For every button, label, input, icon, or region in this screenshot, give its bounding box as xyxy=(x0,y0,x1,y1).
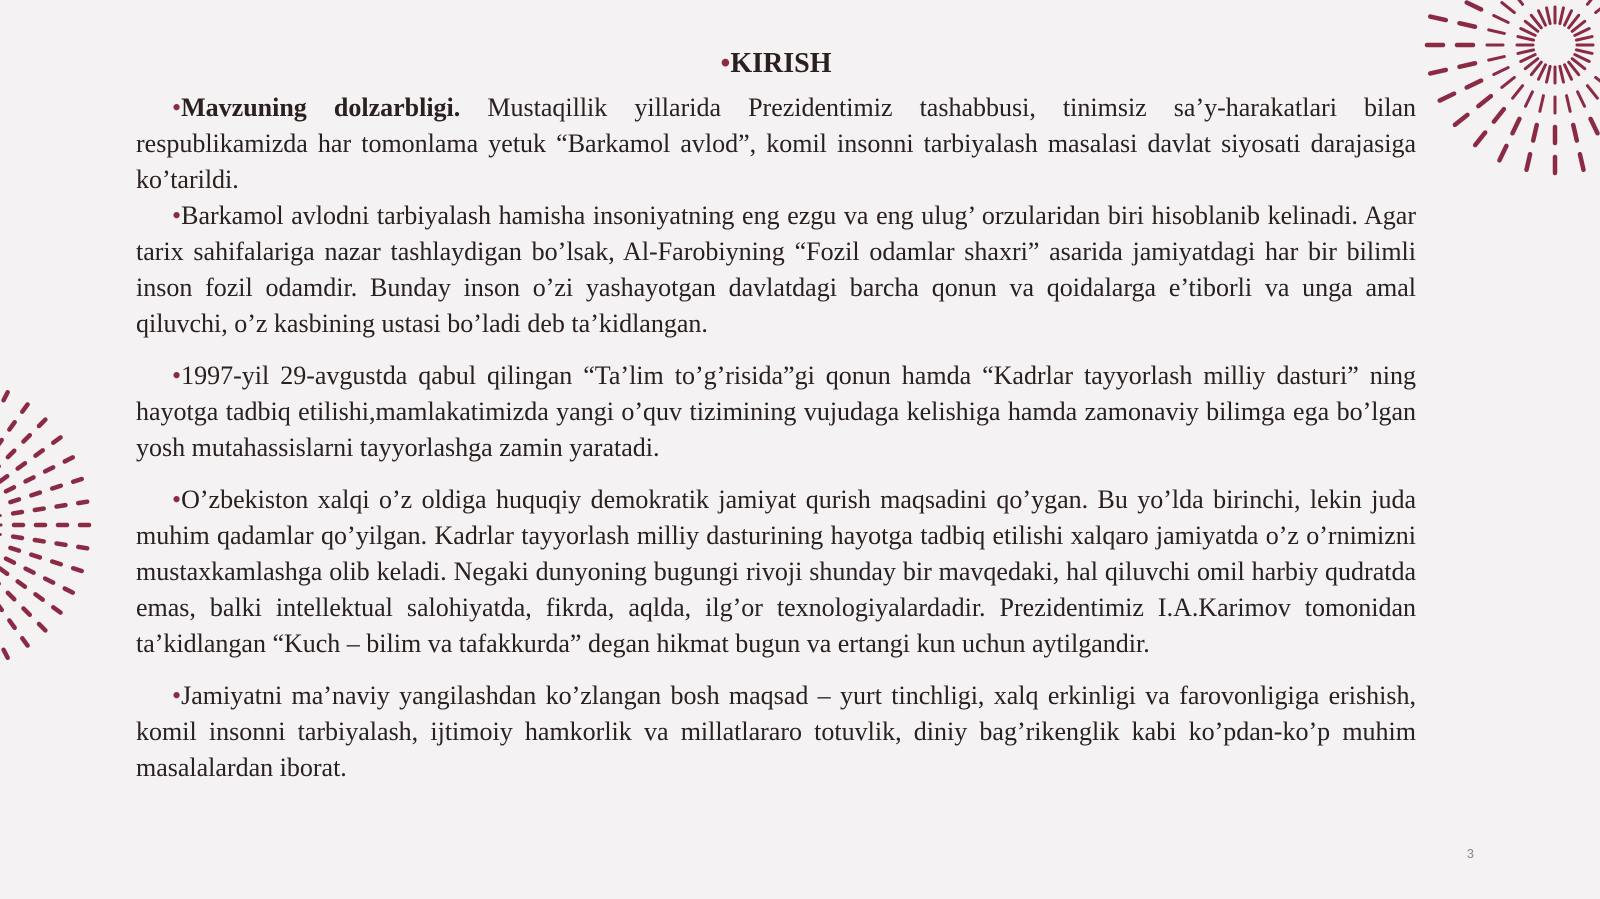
sunburst-dash xyxy=(1440,94,1454,101)
sunburst-dash xyxy=(65,589,73,593)
sunburst-dash xyxy=(1494,109,1504,122)
bullet-icon: • xyxy=(720,48,731,79)
sunburst-dash xyxy=(1587,0,1597,4)
sunburst-dash xyxy=(4,392,8,400)
sunburst-dash xyxy=(4,650,8,658)
sunburst-dash xyxy=(0,440,2,447)
paragraph-relevance xyxy=(136,90,1416,198)
sunburst-dash xyxy=(39,420,45,426)
sunburst-dash xyxy=(1494,68,1508,75)
sunburst-dash xyxy=(1587,86,1597,99)
sunburst-dash xyxy=(1596,3,1600,13)
sunburst-dash xyxy=(1430,70,1446,74)
bullet-icon: • xyxy=(172,681,182,710)
sunburst-dash xyxy=(1547,66,1551,82)
sunburst-dash xyxy=(65,457,73,461)
slide-title xyxy=(136,44,1416,84)
bullet-icon: • xyxy=(172,485,182,514)
sunburst-dash xyxy=(1576,37,1592,41)
sunburst-dash xyxy=(1575,29,1589,36)
sunburst-dash xyxy=(35,509,44,510)
paragraph-text: Barkamol avlodni tarbiyalash hamisha insoniyatning eng ezgu va eng ulug’ orzularidan biri hisoblanib kelinadi. Agar tarix sahifalariga nazar tashlaydigan bo’lsak, Al-Farobiyning “Fozil odamlar shaxri” asarida jamiyatdagi har bir bilimli inson fozil odamdir. Bunday inson o’zi yashayotgan davlatdagi barcha qonun va qoidalarga e’tiborli va unga amal qiluvchi, o’z kasbining ustasi bo’ladi deb ta’kidlangan. xyxy=(136,201,1416,338)
sunburst-dash xyxy=(1560,66,1564,82)
sunburst-dash xyxy=(1502,3,1515,13)
sunburst-dash xyxy=(1518,50,1534,54)
sunburst-dash xyxy=(1499,146,1506,160)
slide-content xyxy=(136,44,1416,786)
sunburst-dash xyxy=(1512,119,1519,133)
sunburst-dash xyxy=(23,608,29,614)
sunburst-dash xyxy=(13,512,22,513)
page-number: 3 xyxy=(1466,846,1474,861)
sunburst-dash xyxy=(1502,77,1515,87)
sunburst-dash xyxy=(1578,92,1585,106)
bullet-icon: • xyxy=(172,361,182,390)
sunburst-dash xyxy=(73,568,82,571)
sunburst-dash xyxy=(1467,81,1481,88)
sunburst-dash xyxy=(1527,154,1531,170)
sunburst-dash xyxy=(1521,29,1535,36)
sunburst-dash xyxy=(1489,30,1505,34)
sunburst-dash xyxy=(9,620,14,627)
paragraph-text: O’zbekiston xalqi o’z oldiga huquqiy demokratik jamiyat qurish maqsadini qo’ygan. Bu yo’lda birinchi, lekin juda muhim qadamlar qo’yilgan. Kadrlar tayyorlash milliy dasturining hayotga tadbiq etilishi xalqaro jamiyatda o’z o’rnimizni mustaxkamlashga olib keladi. Negaki dunyoning bugungi rivoji shunday bir mavqedaki, hal qiluvchi omil harbiy qudratda emas, balki intellektual salohiyatda, fikrda, aqlda, ilg’or texnologiyalardadir. Prezidentimiz I.A.Karimov tomonidan ta’kidlangan “Kuch – bilim va tafakkurda” degan hikmat bugun va ertangi kun uchun aytilgandir. xyxy=(136,485,1416,658)
sunburst-dash xyxy=(1565,11,1572,25)
paragraph-text: Jamiyatni ma’naviy yangilashdan ko’zlangan bosh maqsad – yurt tinchligi, xalq erkinligi va farovonligiga erishish, komil insonni tarbiyalash, ijtimoiy hamkorlik va millatlararo totuvlik, diniy bag’rikenglik kabi ko’pdan-ko’p muhim masalalardan iborat. xyxy=(136,681,1416,782)
sunburst-dash xyxy=(1513,86,1523,99)
bullet-icon: • xyxy=(172,93,182,122)
sunburst-dash xyxy=(23,435,29,441)
sunburst-dash xyxy=(53,437,60,442)
sunburst-dash xyxy=(1539,65,1546,79)
sunburst-dash xyxy=(31,555,40,558)
paragraph-text: 1997-yil 29-avgustda qabul qilingan “Ta’lim to’g’risida”gi qonun hamda “Kadrlar tayyorlash milliy dasturi” ning hayotga tadbiq etilishi,mamlakatimizda yangi o’quv tizimining vujudaga kelishiga hamda zamonaviy bilimga ega bo’lgan yosh mutahassislarni tayyorlashga zamin yaratadi. xyxy=(136,361,1416,462)
sunburst-dash xyxy=(1565,65,1572,79)
sunburst-decoration-left xyxy=(0,360,120,690)
sunburst-dash xyxy=(0,603,2,610)
sunburst-dash xyxy=(1475,133,1485,146)
sunburst-dash xyxy=(1560,8,1564,24)
sunburst-dash xyxy=(1573,125,1577,141)
bullet-icon: • xyxy=(172,201,182,230)
sunburst-dash xyxy=(22,638,27,645)
paragraph-lead: Mavzuning dolzarbligi. xyxy=(181,93,461,122)
sunburst-dash xyxy=(35,450,42,455)
sunburst-dash xyxy=(52,486,61,489)
sunburst-dash xyxy=(78,502,87,503)
sunburst-dash xyxy=(1533,125,1537,141)
sunburst-dash xyxy=(13,537,22,538)
sunburst-dash xyxy=(1430,17,1446,21)
sunburst-dash xyxy=(6,487,14,491)
sunburst-dash xyxy=(35,540,44,541)
sunburst-dash xyxy=(22,404,27,411)
sunburst-dash xyxy=(57,543,66,544)
sunburst-dash xyxy=(6,559,14,563)
sunburst-dash xyxy=(10,499,19,502)
sunburst-dash xyxy=(1455,115,1468,125)
sunburst-dash xyxy=(1567,96,1571,112)
paragraph-barkamol xyxy=(136,198,1416,342)
sunburst-dash xyxy=(1539,11,1546,25)
sunburst-dash xyxy=(1575,55,1589,62)
sunburst-dash xyxy=(1489,57,1505,61)
sunburst-dash xyxy=(1540,96,1544,112)
sunburst-dash xyxy=(57,505,66,506)
sunburst-dash xyxy=(53,607,60,612)
sunburst-dash xyxy=(18,463,25,468)
sunburst-dash xyxy=(1513,0,1523,4)
sunburst-dash xyxy=(35,594,42,599)
sunburst-dash xyxy=(78,547,87,548)
sunburst-dash xyxy=(52,561,61,564)
sunburst-dash xyxy=(26,477,34,481)
paragraph-law-1997 xyxy=(136,358,1416,466)
title-text: KIRISH xyxy=(730,48,832,79)
sunburst-dash xyxy=(45,579,53,583)
sunburst-dash xyxy=(1596,77,1600,87)
sunburst-dash xyxy=(26,569,34,573)
sunburst-dash xyxy=(0,568,7,573)
sunburst-dash xyxy=(39,624,45,630)
sunburst-dash xyxy=(1467,2,1481,9)
sunburst-dash xyxy=(73,479,82,482)
sunburst-dash xyxy=(0,476,7,481)
sunburst-dash xyxy=(1591,119,1598,133)
sunburst-dash xyxy=(45,467,53,471)
sunburst-dash xyxy=(8,593,14,599)
sunburst-dash xyxy=(1459,23,1475,27)
sunburst-dash xyxy=(1478,96,1491,106)
sunburst-dash xyxy=(1576,50,1592,54)
sunburst-dash xyxy=(31,493,40,496)
sunburst-dash xyxy=(9,422,14,429)
paragraph-uzbekistan xyxy=(136,482,1416,662)
sunburst-dash xyxy=(1547,8,1551,24)
sunburst-dash xyxy=(1494,15,1508,22)
sunburst-dash xyxy=(18,581,25,586)
paragraph-text: Mustaqillik yillarida Prezidentimiz tashabbusi, tinimsiz sa’y-harakatlari bilan respublikamizda har tomonlama yetuk “Barkamol avlod”, komil insonni tarbiyalash masalasi davlat siyosati darajasiga ko’tarildi. xyxy=(136,93,1416,194)
sunburst-dash xyxy=(1525,92,1532,106)
sunburst-dash xyxy=(1580,154,1584,170)
sunburst-dash xyxy=(8,451,14,457)
sunburst-dash xyxy=(1518,37,1534,41)
paragraph-society xyxy=(136,678,1416,786)
sunburst-dash xyxy=(1521,55,1535,62)
sunburst-dash xyxy=(1459,63,1475,67)
sunburst-dash xyxy=(10,548,19,551)
